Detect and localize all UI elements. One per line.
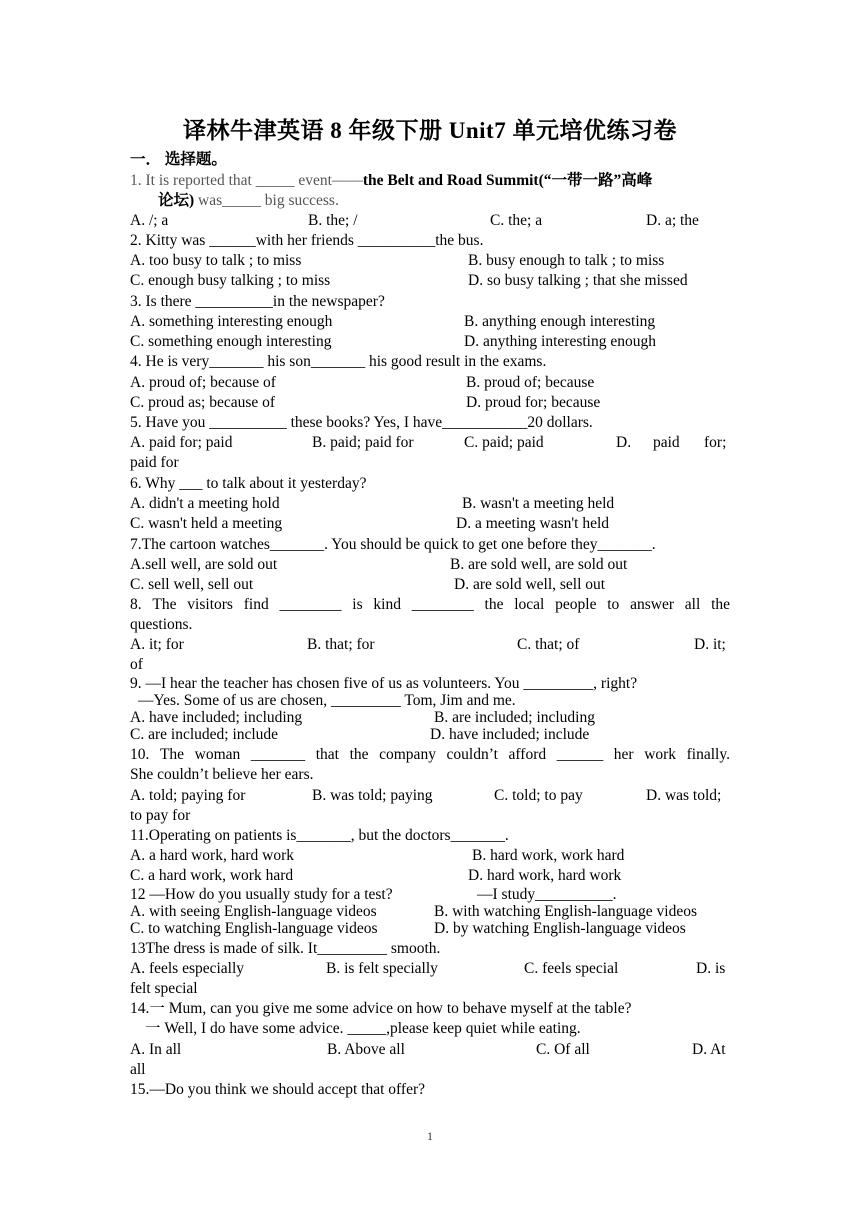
question-6-option-c: C. wasn't held a meeting (130, 515, 283, 532)
question-12-option-b: B. with watching English-language videos (434, 903, 698, 920)
question-13-option-d: D. is (696, 960, 726, 977)
question-1-option-c: C. the; a (490, 212, 543, 229)
question-10-stem-wrap: She couldn’t believe her ears. (130, 766, 314, 783)
question-2-option-c: C. enough busy talking ; to miss (130, 272, 331, 289)
question-14-option-c: C. Of all (536, 1041, 590, 1058)
stem-word: work (644, 746, 677, 763)
question-11-stem: 11.Operating on patients is_______, but the doctors_______. (130, 827, 509, 844)
question-3-option-d: D. anything interesting enough (464, 333, 656, 350)
question-4-stem: 4. He is very_______ his son_______ his good result in the exams. (130, 353, 547, 370)
question-14-option-b: B. Above all (327, 1041, 405, 1058)
question-12-option-a: A. with seeing English-language videos (130, 903, 377, 920)
question-10-option-d-wrap: to pay for (130, 807, 191, 824)
stem-word: to (607, 596, 620, 613)
question-11-option-c: C. a hard work, work hard (130, 867, 294, 884)
question-9-option-b: B. are included; including (434, 709, 595, 726)
stem-word: couldn’t (446, 746, 498, 763)
question-12-option-d: D. by watching English-language videos (434, 920, 686, 937)
stem-word: kind (373, 596, 401, 613)
question-3-option-a: A. something interesting enough (130, 313, 333, 330)
question-4-option-b: B. proud of; because (466, 374, 595, 391)
question-6-stem: 6. Why ___ to talk about it yesterday? (130, 475, 367, 492)
question-11-option-a: A. a hard work, hard work (130, 847, 294, 864)
question-3-option-b: B. anything enough interesting (464, 313, 656, 330)
stem-word: company (379, 746, 436, 763)
question-1-stem: 1. It is reported that _____ event——the Belt and Road Summit(“一带一路”高峰 (130, 172, 653, 189)
question-10-option-c: C. told; to pay (494, 787, 583, 804)
page-title: 译林牛津英语 8 年级下册 Unit7 单元培优练习卷 (183, 118, 677, 143)
question-9-stem: 9. —I hear the teacher has chosen five of us as volunteers. You _________, right? (130, 675, 638, 692)
question-5-option-d-word-2: for; (704, 434, 727, 451)
question-4-option-a: A. proud of; because of (130, 374, 276, 391)
question-3-option-c: C. something enough interesting (130, 333, 332, 350)
question-13-option-b: B. is felt specially (326, 960, 438, 977)
question-8-option-a: A. it; for (130, 636, 184, 653)
section-heading: 一． 选择题。 (130, 151, 227, 168)
question-8-option-b: B. that; for (307, 636, 375, 653)
question-14-option-d: D. At (692, 1041, 726, 1058)
stem-word: find (243, 596, 269, 613)
stem-word: is (352, 596, 363, 613)
stem-word: finally. (686, 746, 730, 763)
question-13-option-c: C. feels special (524, 960, 619, 977)
question-12-stem-2: —I study__________. (477, 886, 617, 903)
question-12-stem: 12 —How do you usually study for a test? (130, 886, 393, 903)
question-2-stem: 2. Kitty was ______with her friends __________the bus. (130, 232, 484, 249)
question-9-option-a: A. have included; including (130, 709, 303, 726)
question-1-option-a: A. /; a (130, 212, 169, 229)
question-1-option-d: D. a; the (646, 212, 699, 229)
stem-word: ________ (411, 596, 474, 613)
question-9-option-d: D. have included; include (430, 726, 590, 743)
question-5-stem: 5. Have you __________ these books? Yes, I have___________20 dollars. (130, 414, 593, 431)
question-4-option-d: D. proud for; because (466, 394, 601, 411)
question-10-stem (130, 745, 730, 765)
question-8-option-d-wrap: of (130, 656, 143, 673)
question-6-option-a: A. didn't a meeting hold (130, 495, 280, 512)
question-11-option-b: B. hard work, work hard (472, 847, 625, 864)
stem-word: _______ (250, 746, 306, 763)
question-10-option-b: B. was told; paying (312, 787, 433, 804)
question-6-option-b: B. wasn't a meeting held (462, 495, 615, 512)
question-2-option-a: A. too busy to talk ; to miss (130, 252, 302, 269)
stem-word: people (555, 596, 597, 613)
stem-word: The (152, 596, 177, 613)
stem-word: the (484, 596, 504, 613)
question-3-stem: 3. Is there __________in the newspaper? (130, 293, 385, 310)
question-8-stem-wrap: questions. (130, 616, 193, 633)
stem-word: afford (508, 746, 547, 763)
page-number: 1 (427, 1129, 433, 1143)
question-13-option-d-wrap: felt special (130, 980, 198, 997)
question-14-option-a: A. In all (130, 1041, 182, 1058)
question-7-option-c: C. sell well, sell out (130, 576, 254, 593)
question-7-stem: 7.The cartoon watches_______. You should be quick to get one before they_______. (130, 536, 656, 553)
question-7-option-d: D. are sold well, sell out (454, 576, 606, 593)
stem-word: woman (194, 746, 241, 763)
question-4-option-c: C. proud as; because of (130, 394, 276, 411)
question-8-stem (130, 595, 730, 615)
question-10-option-d: D. was told; (646, 787, 722, 804)
question-1-stem-cont: 论坛) was_____ big success. (158, 192, 339, 209)
stem-word: 8. (130, 596, 142, 613)
stem-word: her (613, 746, 634, 763)
stem-word: 10. (130, 746, 150, 763)
question-5-option-c: C. paid; paid (464, 434, 544, 451)
question-8-option-c: C. that; of (517, 636, 580, 653)
question-14-stem: 14.一 Mum, can you give me some advice on how to behave myself at the table? (130, 1000, 632, 1017)
question-5-option-d-wrap: paid for (130, 454, 179, 471)
question-7-option-a: A.sell well, are sold out (130, 556, 278, 573)
stem-word: ______ (556, 746, 604, 763)
question-6-option-d: D. a meeting wasn't held (456, 515, 610, 532)
stem-word: answer (630, 596, 674, 613)
question-5-option-d: D. (616, 434, 632, 451)
question-9-stem-2: —Yes. Some of us are chosen, _________ Tom, Jim and me. (138, 692, 516, 709)
question-1-option-b: B. the; / (308, 212, 358, 229)
question-5-option-a: A. paid for; paid (130, 434, 233, 451)
question-12-option-c: C. to watching English-language videos (130, 920, 378, 937)
question-10-option-a: A. told; paying for (130, 787, 246, 804)
question-13-stem: 13The dress is made of silk. It_________ smooth. (130, 940, 441, 957)
question-14-option-d-wrap: all (130, 1061, 146, 1078)
stem-word: the (711, 596, 730, 613)
question-11-option-d: D. hard work, hard work (468, 867, 622, 884)
stem-word: that (315, 746, 339, 763)
question-2-option-d: D. so busy talking ; that she missed (468, 272, 688, 289)
question-9-option-c: C. are included; include (130, 726, 279, 743)
stem-word: the (349, 746, 369, 763)
stem-word: The (159, 746, 185, 763)
question-2-option-b: B. busy enough to talk ; to miss (468, 252, 665, 269)
question-5-option-d-word-1: paid (653, 434, 680, 451)
question-14-stem-2: 一 Well, I do have some advice. _____,please keep quiet while eating. (145, 1020, 581, 1037)
question-8-option-d: D. it; (694, 636, 726, 653)
question-15-stem: 15.—Do you think we should accept that offer? (130, 1081, 425, 1098)
stem-word: local (514, 596, 545, 613)
question-7-option-b: B. are sold well, are sold out (450, 556, 628, 573)
question-13-option-a: A. feels especially (130, 960, 245, 977)
question-5-option-b: B. paid; paid for (312, 434, 414, 451)
stem-word: all (684, 596, 701, 613)
stem-word: ________ (279, 596, 342, 613)
stem-word: visitors (187, 596, 233, 613)
